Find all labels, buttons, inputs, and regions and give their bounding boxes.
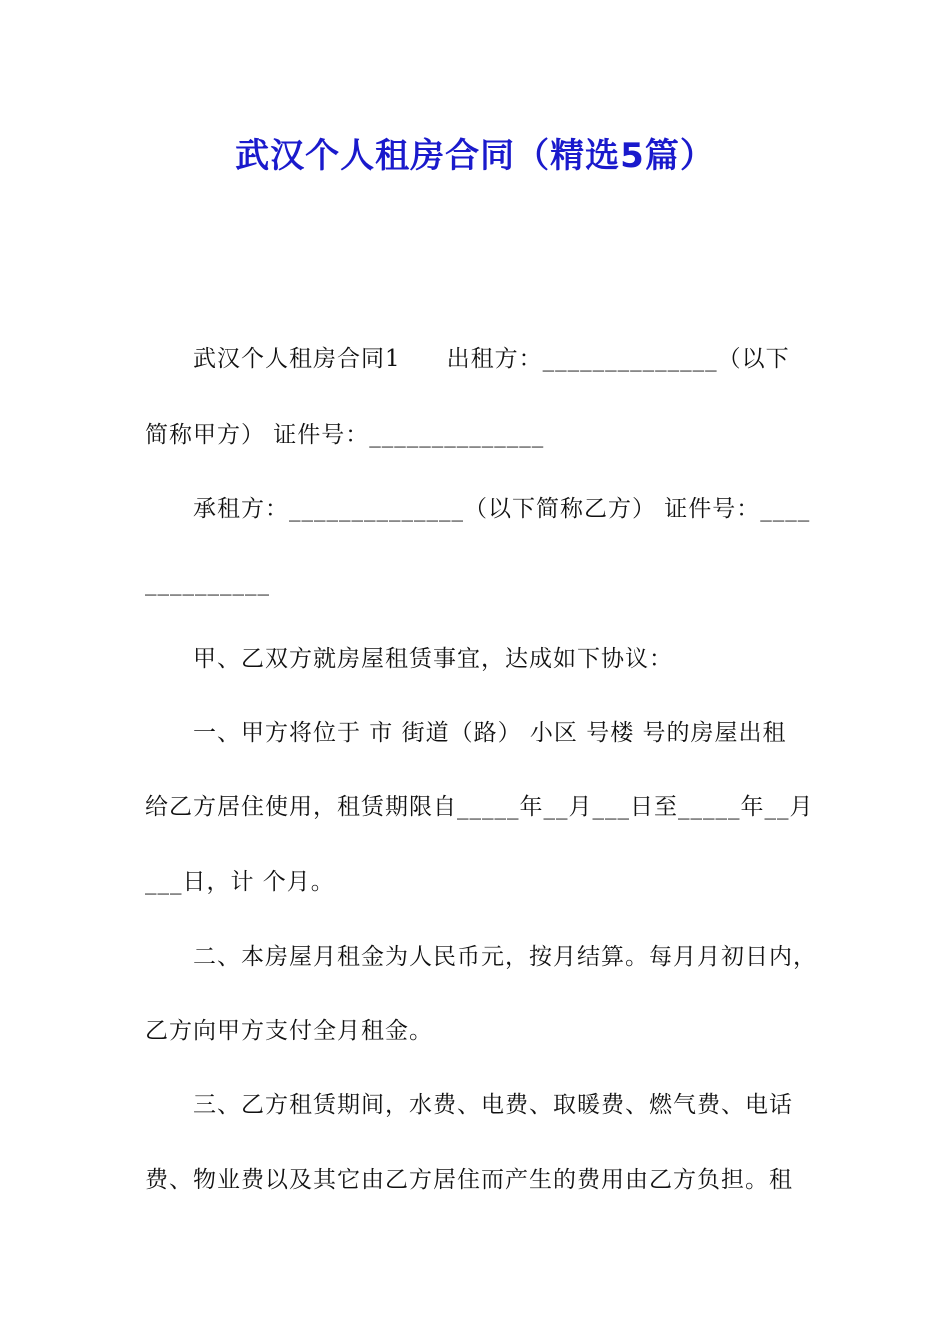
paragraph-line-7: 给乙方居住使用，租赁期限自_____年__月___日至_____年__月 (145, 794, 814, 820)
document-title: 武汉个人租房合同（精选5篇） (235, 136, 715, 176)
paragraph-line-6: 一、甲方将位于 市 街道（路） 小区 号楼 号的房屋出租 (193, 720, 787, 746)
paragraph-line-10: 乙方向甲方支付全月租金。 (145, 1018, 433, 1044)
paragraph-line-4: __________ (145, 570, 270, 596)
paragraph-line-9: 二、本房屋月租金为人民币元，按月结算。每月月初日内， (193, 944, 817, 970)
contract-number-label: 武汉个人租房合同1 (193, 346, 401, 372)
paragraph-line-1 (193, 344, 805, 374)
paragraph-line-5: 甲、乙双方就房屋租赁事宜，达成如下协议： (193, 646, 673, 672)
paragraph-line-11: 三、乙方租赁期间，水费、电费、取暖费、燃气费、电话 (193, 1092, 793, 1118)
paragraph-line-8: ___日，计 个月。 (145, 869, 335, 895)
paragraph-line-3: 承租方：______________（以下简称乙方） 证件号：____ (193, 496, 811, 522)
paragraph-line-2: 简称甲方） 证件号：______________ (145, 422, 545, 448)
lessor-label: 出租方：______________（以下 (446, 346, 790, 372)
paragraph-line-12: 费、物业费以及其它由乙方居住而产生的费用由乙方负担。租 (145, 1167, 793, 1193)
